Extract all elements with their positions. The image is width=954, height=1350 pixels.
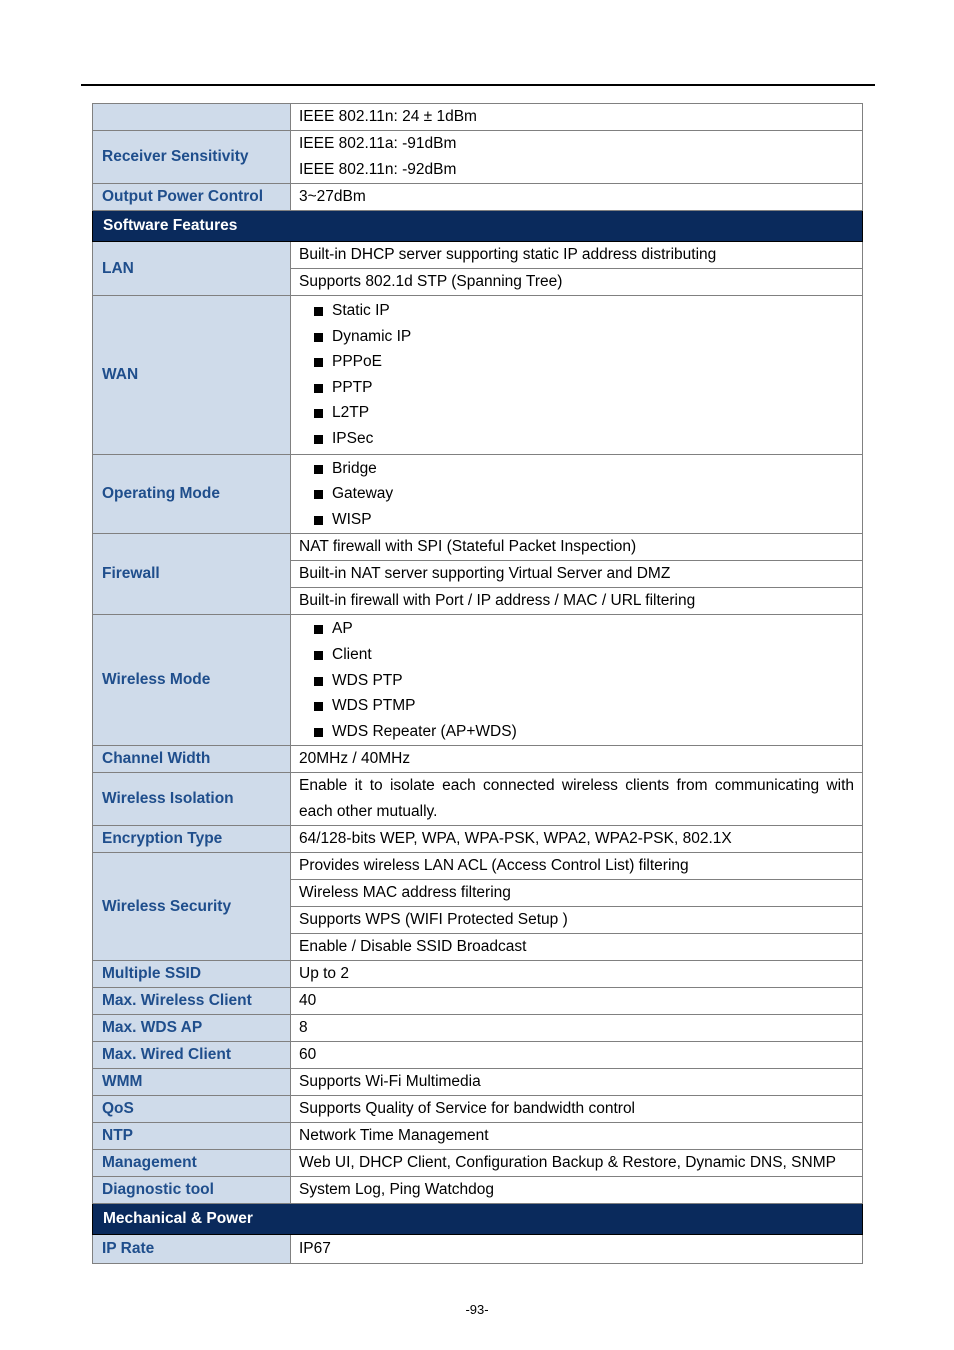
row-label: NTP: [93, 1123, 291, 1150]
list-item: IPSec: [314, 426, 854, 452]
value-line: IEEE 802.11a: -91dBm: [299, 135, 457, 152]
row-label: Encryption Type: [93, 826, 291, 853]
row-label: Wireless Isolation: [93, 773, 291, 826]
section-title: Software Features: [93, 211, 863, 242]
list-item: Gateway: [314, 481, 854, 507]
row-value: 60: [291, 1042, 863, 1069]
row-label: Wireless Security: [93, 853, 291, 961]
section-title: Mechanical & Power: [93, 1204, 863, 1235]
row-value: Enable it to isolate each connected wireless clients from communicating with each other mutually.: [291, 773, 863, 826]
page-number: -93-: [465, 1302, 489, 1317]
row-value: Network Time Management: [291, 1123, 863, 1150]
list-item: L2TP: [314, 400, 854, 426]
table-row: [93, 746, 863, 773]
row-label: Receiver Sensitivity: [93, 131, 291, 184]
row-value: Supports Quality of Service for bandwidth control: [291, 1096, 863, 1123]
table-row: [93, 988, 863, 1015]
table-row: [93, 296, 863, 455]
row-value: Supports WPS (WIFI Protected Setup ): [291, 907, 863, 934]
table-row: [93, 961, 863, 988]
row-value: System Log, Ping Watchdog: [291, 1177, 863, 1204]
row-label: Management: [93, 1150, 291, 1177]
table-row: [93, 1096, 863, 1123]
row-label: Max. Wireless Client: [93, 988, 291, 1015]
table-row: [93, 1235, 863, 1264]
row-value: 64/128-bits WEP, WPA, WPA-PSK, WPA2, WPA2-PSK, 802.1X: [291, 826, 863, 853]
row-value: Built-in firewall with Port / IP address / MAC / URL filtering: [291, 588, 863, 615]
row-label: Output Power Control: [93, 184, 291, 211]
table-row: [93, 615, 863, 746]
list-item: WDS PTMP: [314, 693, 854, 719]
row-value: Web UI, DHCP Client, Configuration Backup & Restore, Dynamic DNS, SNMP: [291, 1150, 863, 1177]
bullet-list: [299, 298, 854, 452]
table-row: [93, 1015, 863, 1042]
list-item: Bridge: [314, 456, 854, 482]
row-value: [291, 454, 863, 534]
section-header: [93, 211, 863, 242]
row-value: NAT firewall with SPI (Stateful Packet Inspection): [291, 534, 863, 561]
list-item: PPTP: [314, 375, 854, 401]
row-value: [291, 296, 863, 455]
table-row: [93, 1069, 863, 1096]
row-label: IP Rate: [93, 1235, 291, 1264]
row-value: IP67: [291, 1235, 863, 1264]
section-header: [93, 1204, 863, 1235]
row-label: Max. Wired Client: [93, 1042, 291, 1069]
table-row: [93, 104, 863, 131]
row-value: Up to 2: [291, 961, 863, 988]
row-value: [291, 131, 863, 184]
list-item: WDS Repeater (AP+WDS): [314, 719, 854, 745]
row-label: Firewall: [93, 534, 291, 615]
row-label: LAN: [93, 242, 291, 296]
row-label: WAN: [93, 296, 291, 455]
row-label: WMM: [93, 1069, 291, 1096]
bullet-list: [299, 616, 854, 744]
list-item: Static IP: [314, 298, 854, 324]
row-value: 40: [291, 988, 863, 1015]
table-row: [93, 826, 863, 853]
row-value: 20MHz / 40MHz: [291, 746, 863, 773]
table-row: [93, 454, 863, 534]
row-label: Max. WDS AP: [93, 1015, 291, 1042]
row-label: Operating Mode: [93, 454, 291, 534]
table-row: [93, 184, 863, 211]
row-label: QoS: [93, 1096, 291, 1123]
row-value: Built-in NAT server supporting Virtual Server and DMZ: [291, 561, 863, 588]
list-item: Dynamic IP: [314, 324, 854, 350]
table-row: [93, 773, 863, 826]
table-row: [93, 1123, 863, 1150]
table-row: [93, 534, 863, 561]
table-row: [93, 131, 863, 184]
header-rule: [81, 84, 875, 86]
spec-table: [92, 103, 863, 1264]
row-label: Multiple SSID: [93, 961, 291, 988]
table-row: [93, 853, 863, 880]
list-item: WISP: [314, 507, 854, 533]
row-value: Wireless MAC address filtering: [291, 880, 863, 907]
row-value: [291, 615, 863, 746]
table-row: [93, 242, 863, 269]
list-item: PPPoE: [314, 349, 854, 375]
row-value: IEEE 802.11n: 24 ± 1dBm: [291, 104, 863, 131]
row-value: Enable / Disable SSID Broadcast: [291, 934, 863, 961]
row-value: 8: [291, 1015, 863, 1042]
row-value: Built-in DHCP server supporting static IP address distributing: [291, 242, 863, 269]
value-line: IEEE 802.11n: -92dBm: [299, 161, 457, 178]
table-row: [93, 1177, 863, 1204]
bullet-list: [299, 456, 854, 533]
table-row: [93, 1150, 863, 1177]
row-label: [93, 104, 291, 131]
row-value: Supports 802.1d STP (Spanning Tree): [291, 269, 863, 296]
row-value: Supports Wi-Fi Multimedia: [291, 1069, 863, 1096]
list-item: AP: [314, 616, 854, 642]
list-item: Client: [314, 642, 854, 668]
row-label: Wireless Mode: [93, 615, 291, 746]
row-value: Provides wireless LAN ACL (Access Control List) filtering: [291, 853, 863, 880]
list-item: WDS PTP: [314, 668, 854, 694]
row-value: 3~27dBm: [291, 184, 863, 211]
row-label: Channel Width: [93, 746, 291, 773]
row-label: Diagnostic tool: [93, 1177, 291, 1204]
table-row: [93, 1042, 863, 1069]
